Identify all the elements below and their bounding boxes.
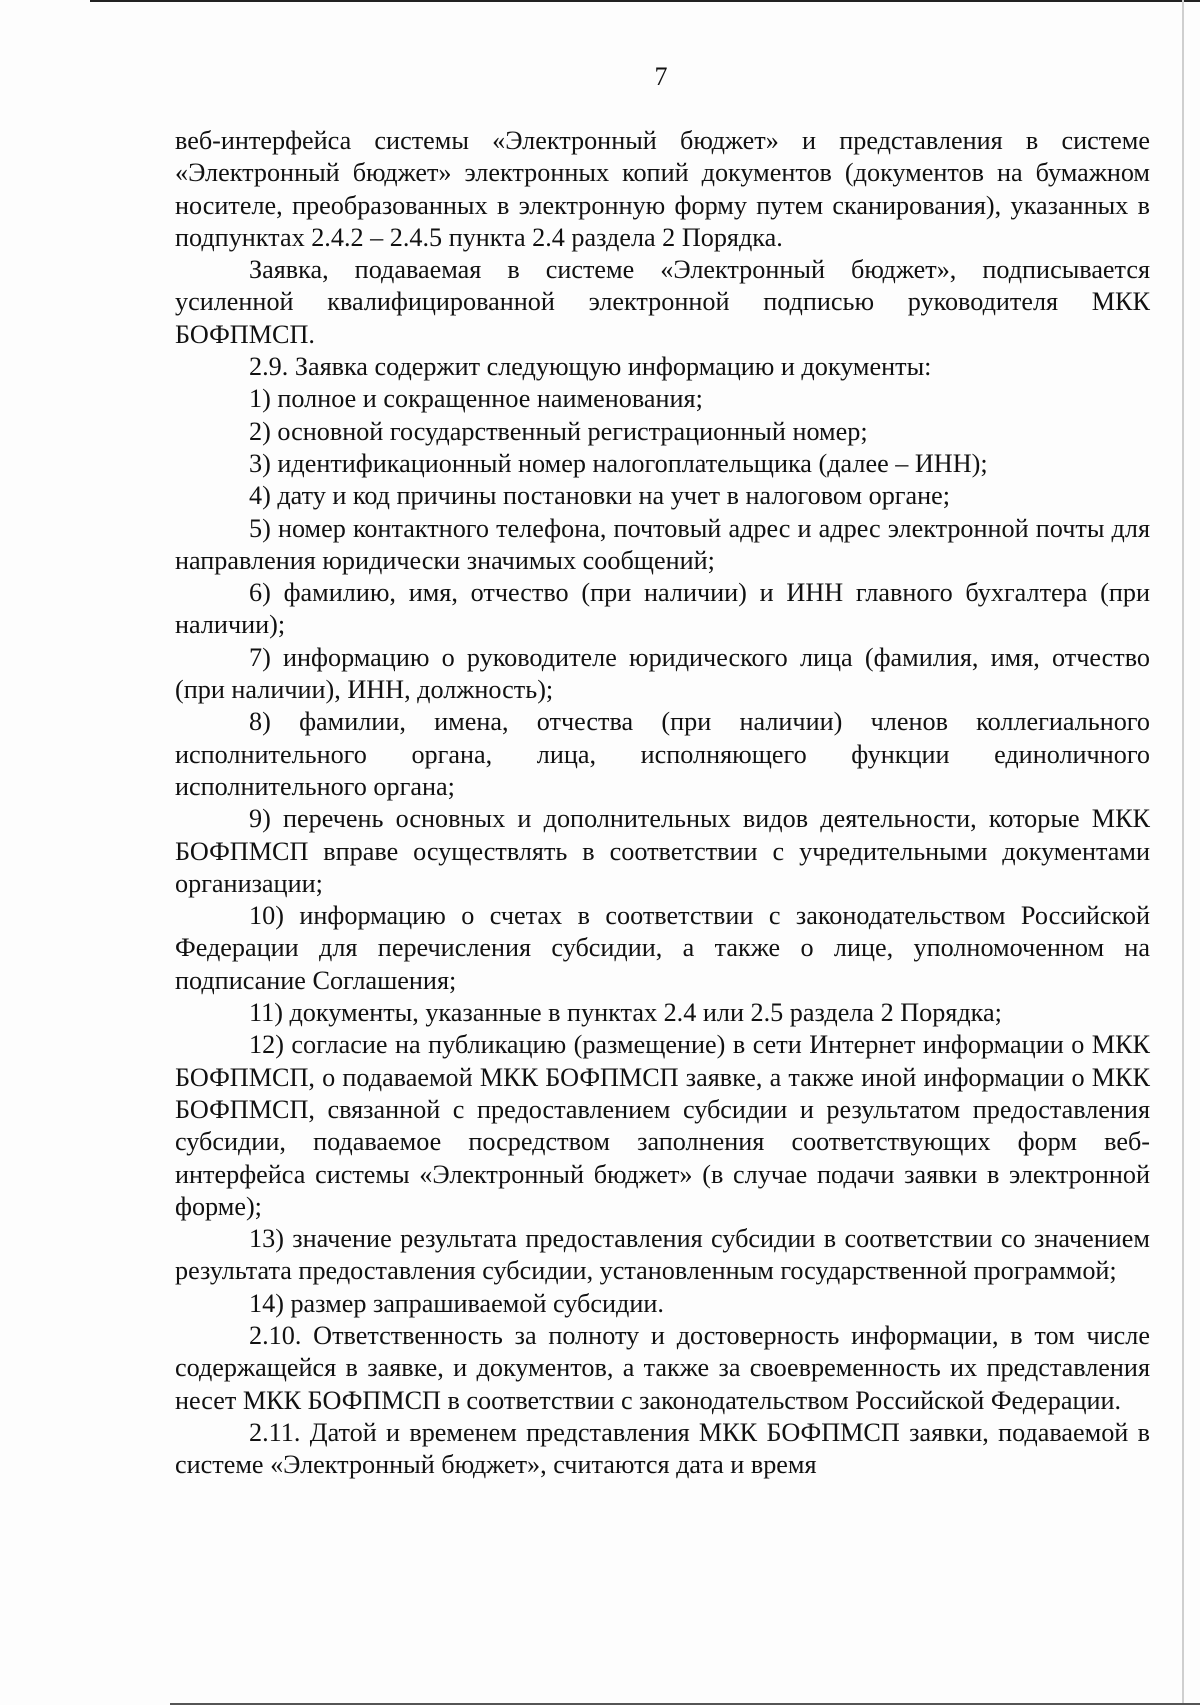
list-item: 5) номер контактного телефона, почтовый адрес и адрес электронной почты для направления юридически значимых сообщений; [175,513,1150,575]
list-item: 10) информацию о счетах в соответствии с законодательством Российской Федерации для перечисления субсидии, а также о лице, уполномоченном на подписание Соглашения; [175,901,1150,995]
paragraph: 2.10. Ответственность за полноту и достоверность информации, в том числе содержащейся в заявке, и документов, а также за своевременность их представления несет МКК БОФПМСП в соответствии с законодательством Российской Федерации. [175,1320,1150,1415]
paragraph: Заявка, подаваемая в системе «Электронный бюджет», подписывается усиленной квалифицированной электронной подписью руководителя МКК БОФПМСП. [175,255,1150,349]
list-item: 3) идентификационный номер налогоплательщика (далее – ИНН); [249,448,988,478]
paragraph: веб-интерфейса системы «Электронный бюджет» и представления в системе «Электронный бюджет» электронных копий документов (документов на бумажном носителе, преобразованных в электронную форму путем сканирования), указанных в подпунктах 2.4.2 – 2.4.5 пункта 2.4 раздела 2 Порядка. [175,126,1150,252]
list-item: 4) дату и код причины постановки на учет в налоговом органе; [249,481,951,511]
list-item: 9) перечень основных и дополнительных видов деятельности, которые МКК БОФПМСП вправе осуществлять в соответствии с учредительными документами организации; [175,804,1150,898]
list-item: 14) размер запрашиваемой субсидии. [249,1288,664,1318]
list-item: 13) значение результата предоставления субсидии в соответствии со значением результата предоставления субсидии, установленным государственной программой; [175,1224,1150,1286]
page-number: 7 [654,62,668,91]
list-item: 12) согласие на публикацию (размещение) в сети Интернет информации о МКК БОФПМСП, о подаваемой МКК БОФПМСП заявке, а также иной информации о МКК БОФПМСП, связанной с предоставлением субсидии и результатом предоставления субсидии, подаваемое посредством заполнения соответствующих форм веб-интерфейса системы «Электронный бюджет» (в случае подачи заявки в электронной форме); [175,1030,1150,1221]
list-item: 6) фамилию, имя, отчество (при наличии) и ИНН главного бухгалтера (при наличии); [175,578,1150,640]
list-item: 7) информацию о руководителе юридического лица (фамилия, имя, отчество (при наличии), ИНН, должность); [175,642,1150,705]
paragraph: 2.11. Датой и временем представления МКК БОФПМСП заявки, подаваемой в системе «Электронный бюджет», считаются дата и время [175,1417,1150,1480]
scan-edge-top [90,0,1200,2]
list-item: 8) фамилии, имена, отчества (при наличии) членов коллегиального исполнительного органа, лица, исполняющего функции единоличного исполнительного органа; [175,707,1150,801]
list-item: 2) основной государственный регистрационный номер; [249,416,868,446]
list-item: 11) документы, указанные в пунктах 2.4 или 2.5 раздела 2 Порядка; [249,998,1002,1028]
document-body [175,125,1150,1481]
scan-edge-right [1182,0,1184,1705]
list-item: 1) полное и сокращенное наименования; [249,384,703,414]
paragraph: 2.9. Заявка содержит следующую информацию и документы: [249,352,932,382]
